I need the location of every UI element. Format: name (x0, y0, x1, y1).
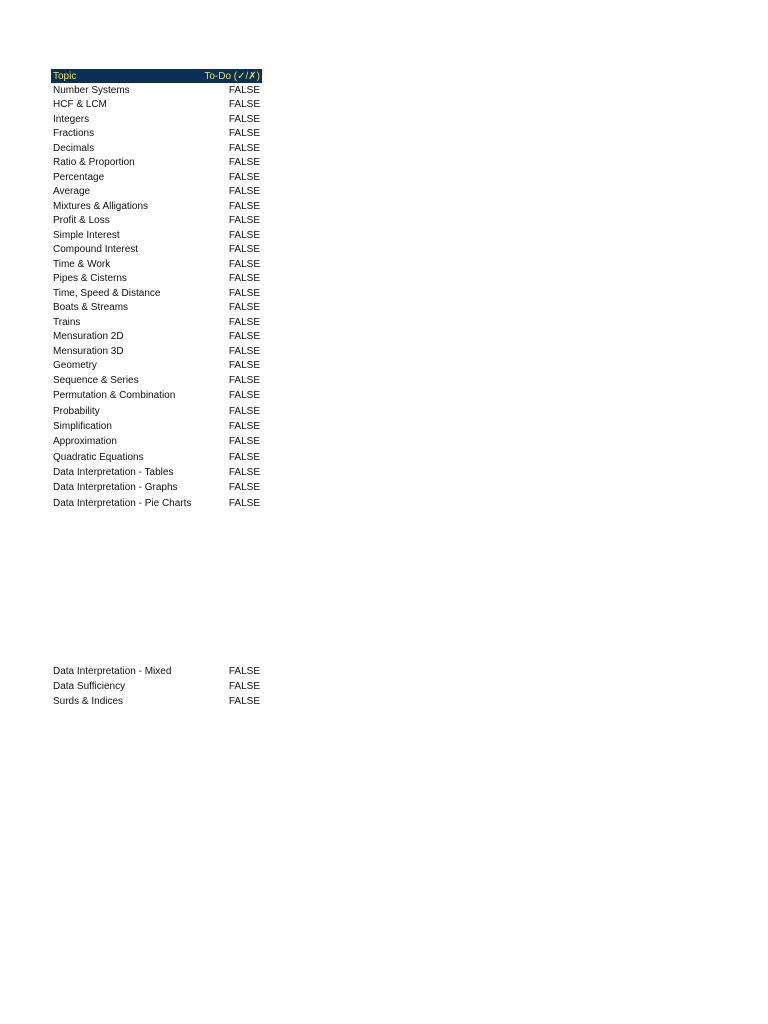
table-row[interactable] (51, 388, 262, 403)
topic-cell[interactable]: Fractions (53, 128, 95, 140)
table-row[interactable] (51, 315, 262, 330)
status-cell[interactable]: FALSE (228, 229, 260, 241)
table-row[interactable] (51, 257, 262, 272)
topic-cell[interactable]: Surds & Indices (53, 696, 124, 707)
status-cell[interactable]: FALSE (228, 99, 260, 111)
status-cell[interactable]: FALSE (228, 113, 260, 125)
topic-cell[interactable]: Compound Interest (53, 244, 139, 256)
status-cell[interactable]: FALSE (228, 345, 260, 357)
topic-cell[interactable]: Quadratic Equations (53, 451, 144, 463)
status-cell[interactable]: FALSE (228, 331, 260, 343)
table-row[interactable] (51, 98, 262, 113)
status-cell[interactable]: FALSE (228, 482, 260, 494)
topic-cell[interactable]: Boats & Streams (53, 302, 129, 314)
topic-cell[interactable]: Simple Interest (53, 229, 120, 241)
table-row[interactable] (51, 156, 262, 171)
topic-cell[interactable]: Data Sufficiency (53, 681, 126, 692)
table-row[interactable] (51, 272, 262, 287)
status-cell[interactable]: FALSE (228, 200, 260, 212)
topic-cell[interactable]: Time, Speed & Distance (53, 287, 161, 299)
status-cell[interactable]: FALSE (228, 466, 260, 478)
table-body (51, 83, 262, 511)
table-row[interactable] (51, 359, 262, 374)
table-row[interactable] (51, 330, 262, 345)
status-cell[interactable]: FALSE (228, 451, 260, 463)
topic-cell[interactable]: HCF & LCM (53, 99, 107, 111)
status-cell[interactable]: FALSE (228, 436, 260, 448)
status-cell[interactable]: FALSE (228, 390, 260, 402)
table-row[interactable] (51, 344, 262, 359)
topic-cell[interactable]: Data Interpretation - Pie Charts (53, 497, 192, 509)
status-cell[interactable]: FALSE (228, 128, 260, 140)
todo-column-header: To-Do (✓/✗) (204, 70, 260, 82)
table-row[interactable] (51, 214, 262, 229)
status-cell[interactable]: FALSE (228, 405, 260, 417)
table-row[interactable] (51, 495, 262, 510)
status-cell[interactable]: FALSE (228, 273, 260, 285)
status-cell[interactable]: FALSE (228, 316, 260, 328)
status-cell[interactable]: FALSE (228, 696, 260, 707)
topic-cell[interactable]: Sequence & Series (53, 375, 139, 387)
status-cell[interactable]: FALSE (228, 157, 260, 169)
topic-table (51, 69, 262, 511)
topic-cell[interactable]: Approximation (53, 436, 117, 448)
table-row[interactable] (51, 480, 262, 495)
status-cell[interactable]: FALSE (228, 666, 260, 677)
topic-cell[interactable]: Decimals (53, 142, 95, 154)
status-cell[interactable]: FALSE (228, 287, 260, 299)
topic-cell[interactable]: Trains (53, 316, 81, 328)
topic-cell[interactable]: Integers (53, 113, 90, 125)
status-cell[interactable]: FALSE (228, 142, 260, 154)
topic-cell[interactable]: Mensuration 2D (53, 331, 124, 343)
status-cell[interactable]: FALSE (228, 302, 260, 314)
topic-cell[interactable]: Data Interpretation - Tables (53, 466, 174, 478)
status-cell[interactable]: FALSE (228, 244, 260, 256)
topic-cell[interactable]: Average (53, 186, 91, 198)
table-row[interactable] (51, 404, 262, 419)
table-row[interactable] (51, 170, 262, 185)
topic-column-header: Topic (53, 70, 77, 82)
table-body-continued (51, 664, 262, 709)
topic-cell[interactable]: Ratio & Proportion (53, 157, 135, 169)
status-cell[interactable]: FALSE (228, 84, 260, 96)
status-cell[interactable]: FALSE (228, 497, 260, 509)
table-row[interactable] (51, 199, 262, 214)
table-row[interactable] (51, 449, 262, 464)
status-cell[interactable]: FALSE (228, 171, 260, 183)
table-row[interactable] (51, 373, 262, 388)
table-row[interactable] (51, 419, 262, 434)
topic-cell[interactable]: Number Systems (53, 84, 130, 96)
status-cell[interactable]: FALSE (228, 360, 260, 372)
topic-cell[interactable]: Probability (53, 405, 100, 417)
table-row[interactable] (51, 83, 262, 98)
table-row[interactable] (51, 694, 262, 709)
table-row[interactable] (51, 664, 262, 679)
table-row[interactable] (51, 301, 262, 316)
table-row[interactable] (51, 465, 262, 480)
topic-cell[interactable]: Permutation & Combination (53, 390, 176, 402)
status-cell[interactable]: FALSE (228, 186, 260, 198)
topic-cell[interactable]: Geometry (53, 360, 97, 372)
status-cell[interactable]: FALSE (228, 258, 260, 270)
table-row[interactable] (51, 434, 262, 449)
topic-cell[interactable]: Profit & Loss (53, 215, 110, 227)
table-row[interactable] (51, 112, 262, 127)
topic-cell[interactable]: Data Interpretation - Mixed (53, 666, 172, 677)
topic-cell[interactable]: Simplification (53, 421, 112, 433)
table-row[interactable] (51, 185, 262, 200)
table-header-row (51, 69, 262, 83)
status-cell[interactable]: FALSE (228, 215, 260, 227)
table-row[interactable] (51, 141, 262, 156)
table-row[interactable] (51, 679, 262, 694)
topic-cell[interactable]: Percentage (53, 171, 105, 183)
table-row[interactable] (51, 228, 262, 243)
status-cell[interactable]: FALSE (228, 375, 260, 387)
topic-cell[interactable]: Data Interpretation - Graphs (53, 482, 178, 494)
table-row[interactable] (51, 286, 262, 301)
status-cell[interactable]: FALSE (228, 681, 260, 692)
topic-cell[interactable]: Mensuration 3D (53, 345, 124, 357)
topic-table-continued (51, 664, 262, 709)
topic-cell[interactable]: Mixtures & Alligations (53, 200, 149, 212)
table-row[interactable] (51, 127, 262, 142)
topic-cell[interactable]: Time & Work (53, 258, 111, 270)
topic-cell[interactable]: Pipes & Cisterns (53, 273, 127, 285)
status-cell[interactable]: FALSE (228, 421, 260, 433)
table-row[interactable] (51, 243, 262, 258)
